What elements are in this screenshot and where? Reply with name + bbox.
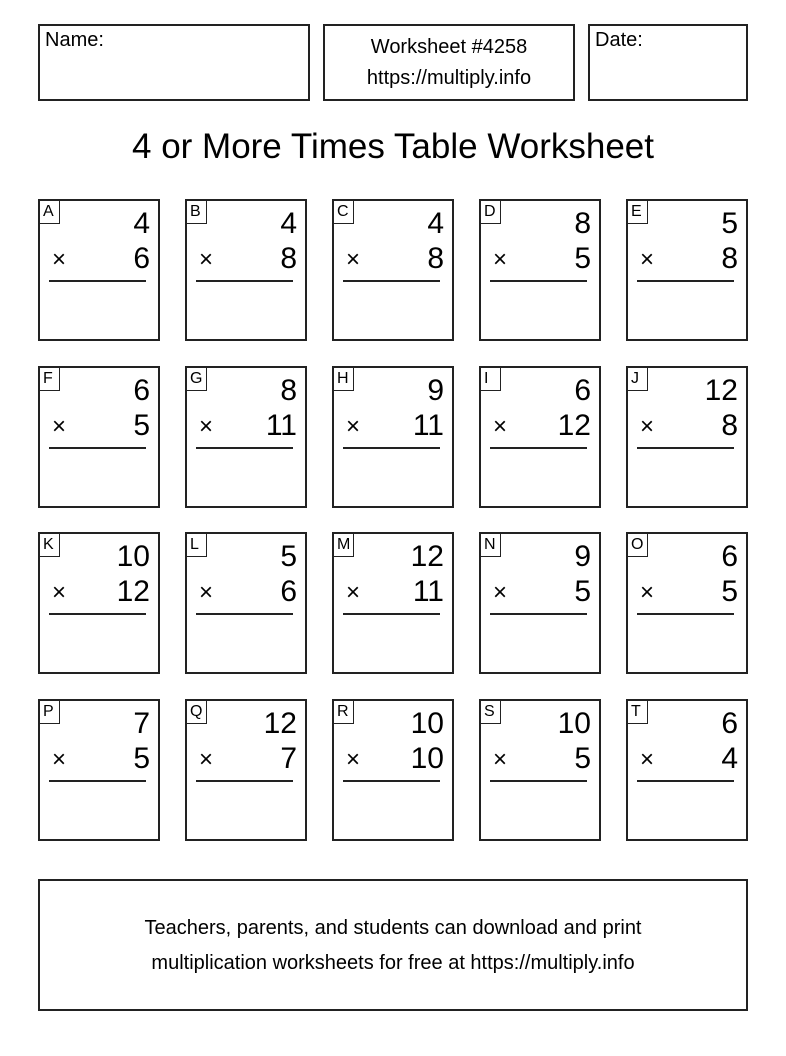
multiply-sign: × [346, 246, 361, 273]
worksheet-number: Worksheet #4258 [370, 36, 528, 58]
answer-line [637, 780, 734, 782]
multiply-sign: × [346, 746, 361, 773]
multiplicand: 6 [574, 374, 591, 407]
problem-letter: G [187, 368, 207, 391]
footer-line-1: Teachers, parents, and students can download and print [144, 917, 642, 939]
multiplier: 5 [574, 742, 591, 775]
problem-card-j [626, 366, 748, 508]
problem-card-o [626, 532, 748, 674]
answer-line [490, 780, 587, 782]
answer-line [196, 280, 293, 282]
multiplier: 5 [574, 575, 591, 608]
answer-line [49, 280, 146, 282]
answer-line [196, 447, 293, 449]
problem-card-q [185, 699, 307, 841]
multiplier: 10 [410, 742, 444, 775]
worksheet-url: https://multiply.info [366, 67, 532, 89]
multiplier: 5 [721, 575, 738, 608]
problem-card-i [479, 366, 601, 508]
multiply-sign: × [199, 413, 214, 440]
multiply-sign: × [52, 579, 67, 606]
answer-line [490, 613, 587, 615]
multiplicand: 6 [133, 374, 150, 407]
page-title: 4 or More Times Table Worksheet [132, 127, 654, 166]
problem-letter: P [40, 701, 60, 724]
multiplicand: 9 [574, 540, 591, 573]
problem-letter: L [187, 534, 207, 557]
answer-line [49, 780, 146, 782]
answer-line [343, 780, 440, 782]
multiply-sign: × [640, 746, 655, 773]
multiply-sign: × [52, 413, 67, 440]
multiply-sign: × [52, 746, 67, 773]
problem-card-m [332, 532, 454, 674]
multiply-sign: × [493, 246, 508, 273]
problem-letter: M [334, 534, 354, 557]
problem-card-a [38, 199, 160, 341]
answer-line [343, 613, 440, 615]
problem-card-g [185, 366, 307, 508]
multiplicand: 4 [427, 207, 444, 240]
multiplicand: 10 [557, 707, 591, 740]
multiply-sign: × [640, 246, 655, 273]
problem-card-e [626, 199, 748, 341]
multiplier: 6 [133, 242, 150, 275]
problem-card-d [479, 199, 601, 341]
answer-line [637, 447, 734, 449]
answer-line [490, 447, 587, 449]
problem-card-k [38, 532, 160, 674]
problem-letter: T [628, 701, 648, 724]
multiplicand: 8 [574, 207, 591, 240]
multiplicand: 5 [721, 207, 738, 240]
multiplicand: 4 [280, 207, 297, 240]
answer-line [637, 280, 734, 282]
footer-box [38, 879, 748, 1011]
multiplier: 8 [427, 242, 444, 275]
multiplier: 12 [557, 409, 591, 442]
multiplicand: 5 [280, 540, 297, 573]
multiplicand: 12 [263, 707, 297, 740]
multiply-sign: × [199, 746, 214, 773]
multiply-sign: × [346, 579, 361, 606]
answer-line [196, 780, 293, 782]
multiplier: 12 [116, 575, 150, 608]
multiply-sign: × [640, 413, 655, 440]
problem-letter: I [481, 368, 501, 391]
problem-card-l [185, 532, 307, 674]
multiplicand: 6 [721, 540, 738, 573]
problem-letter: N [481, 534, 501, 557]
multiplier: 4 [721, 742, 738, 775]
answer-line [196, 613, 293, 615]
multiplier: 11 [412, 575, 444, 608]
multiplicand: 12 [704, 374, 738, 407]
worksheet-info-box [323, 24, 575, 101]
problem-card-f [38, 366, 160, 508]
problem-letter: O [628, 534, 648, 557]
problem-letter: E [628, 201, 648, 224]
multiplicand: 10 [410, 707, 444, 740]
problem-letter: S [481, 701, 501, 724]
multiply-sign: × [640, 579, 655, 606]
problem-letter: D [481, 201, 501, 224]
multiplier: 7 [280, 742, 297, 775]
multiplier: 5 [133, 409, 150, 442]
multiplier: 8 [280, 242, 297, 275]
problem-letter: J [628, 368, 648, 391]
problem-card-t [626, 699, 748, 841]
answer-line [49, 447, 146, 449]
problem-card-h [332, 366, 454, 508]
multiply-sign: × [199, 579, 214, 606]
problem-letter: R [334, 701, 354, 724]
multiplicand: 10 [116, 540, 150, 573]
multiply-sign: × [346, 413, 361, 440]
problem-letter: H [334, 368, 354, 391]
footer-line-2: multiplication worksheets for free at https://multiply.info [151, 952, 635, 974]
multiply-sign: × [52, 246, 67, 273]
multiplier: 11 [412, 409, 444, 442]
multiplicand: 12 [410, 540, 444, 573]
problem-letter: A [40, 201, 60, 224]
date-field-box [588, 24, 748, 101]
multiplier: 5 [133, 742, 150, 775]
problem-card-p [38, 699, 160, 841]
name-field-box [38, 24, 310, 101]
problem-card-b [185, 199, 307, 341]
multiply-sign: × [493, 413, 508, 440]
multiply-sign: × [199, 246, 214, 273]
problem-card-n [479, 532, 601, 674]
problem-letter: C [334, 201, 354, 224]
multiplicand: 7 [133, 707, 150, 740]
multiplier: 8 [721, 409, 738, 442]
multiplier: 11 [265, 409, 297, 442]
name-label: Name: [45, 29, 104, 51]
problem-letter: Q [187, 701, 207, 724]
multiply-sign: × [493, 746, 508, 773]
multiplicand: 8 [280, 374, 297, 407]
problem-card-c [332, 199, 454, 341]
problem-letter: B [187, 201, 207, 224]
answer-line [637, 613, 734, 615]
answer-line [343, 447, 440, 449]
answer-line [49, 613, 146, 615]
multiply-sign: × [493, 579, 508, 606]
problem-card-r [332, 699, 454, 841]
problem-letter: F [40, 368, 60, 391]
problem-letter: K [40, 534, 60, 557]
multiplicand: 9 [427, 374, 444, 407]
date-label: Date: [595, 29, 643, 51]
multiplicand: 6 [721, 707, 738, 740]
answer-line [490, 280, 587, 282]
multiplier: 5 [574, 242, 591, 275]
problem-card-s [479, 699, 601, 841]
multiplier: 8 [721, 242, 738, 275]
multiplier: 6 [280, 575, 297, 608]
multiplicand: 4 [133, 207, 150, 240]
answer-line [343, 280, 440, 282]
